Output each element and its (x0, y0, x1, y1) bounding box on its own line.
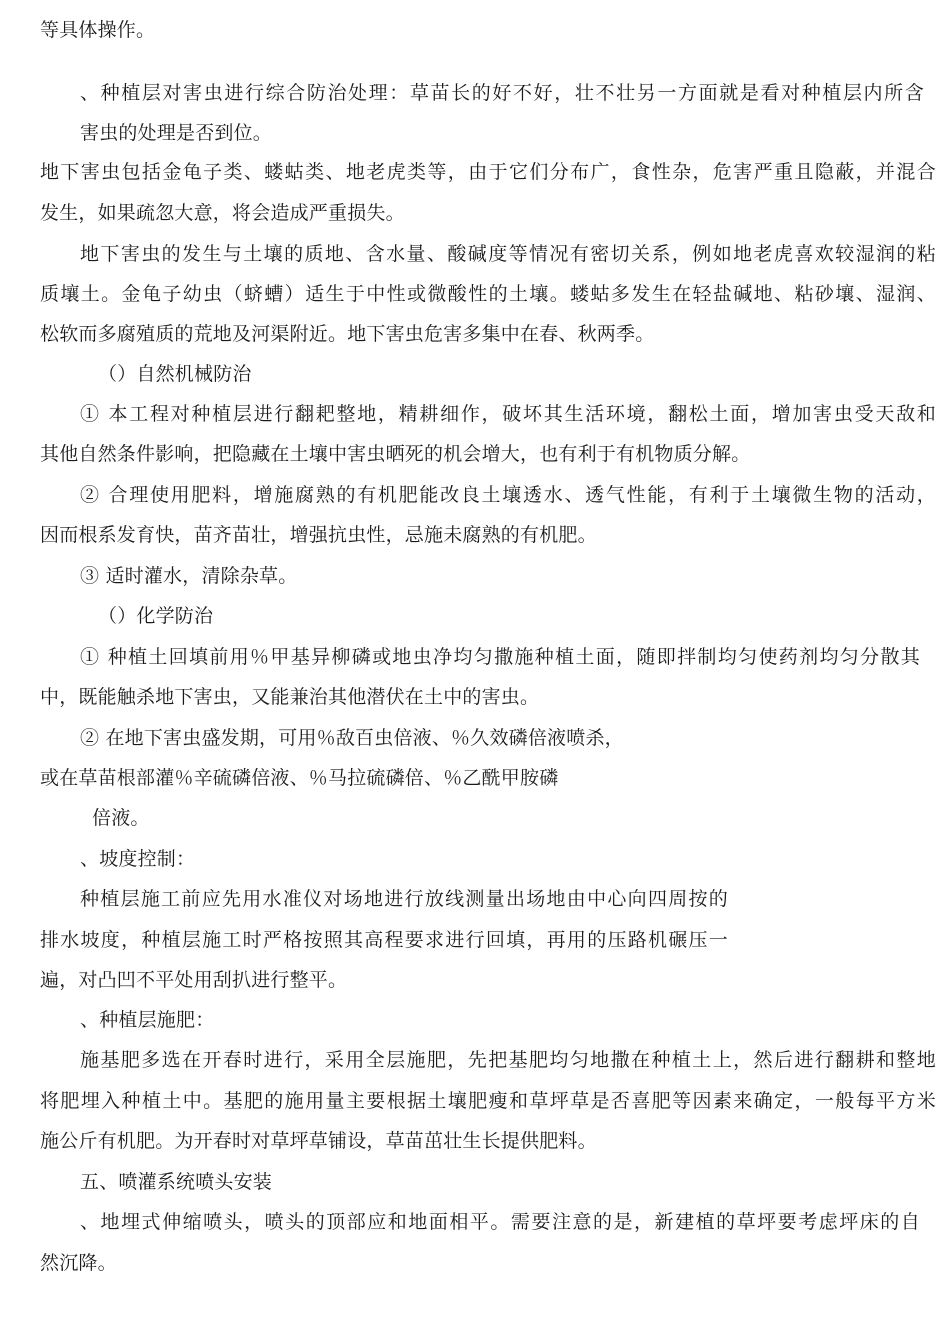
text-line-20: 倍液。 (92, 807, 150, 829)
text-line-8: 松软而多腐殖质的荒地及河渠附近。地下害虫危害多集中在春、秋两季。 (40, 323, 655, 345)
text-line-22: 种植层施工前应先用水准仪对场地进行放线测量出场地由中心向四周按的 (80, 888, 728, 910)
text-line-1: 等具体操作。 (40, 19, 156, 41)
text-line-26: 施基肥多选在开春时进行，采用全层施肥，先把基肥均匀地撒在种植土上，然后进行翻耕和整地 (80, 1049, 936, 1071)
text-line-31: 然沉降。 (40, 1252, 117, 1274)
text-line-7: 质壤土。金龟子幼虫（蛴螬）适生于中性或微酸性的土壤。蝼蛄多发生在轻盐碱地、粘砂壤、湿润、 (40, 283, 936, 305)
text-line-11: 其他自然条件影响，把隐藏在土壤中害虫晒死的机会增大，也有利于有机物质分解。 (40, 443, 751, 465)
section-heading-sprinkler-installation: 五、喷灌系统喷头安装 (80, 1171, 273, 1193)
text-line-27: 将肥埋入种植土中。基肥的施用量主要根据土壤肥瘦和草坪草是否喜肥等因素来确定，一般每平方米 (40, 1090, 936, 1112)
text-line-24: 遍，对凸凹不平处用刮扒进行整平。 (40, 969, 348, 991)
text-line-6: 地下害虫的发生与土壤的质地、含水量、酸碱度等情况有密切关系，例如地老虎喜欢较湿润的粘 (80, 243, 936, 265)
text-line-13: 因而根系发育快，苗齐苗壮，增强抗虫性，忌施未腐熟的有机肥。 (40, 524, 597, 546)
text-line-14: ③ 适时灌水，清除杂草。 (80, 565, 298, 587)
section-heading-fertilizing: 、种植层施肥： (80, 1009, 215, 1031)
text-line-18: ② 在地下害虫盛发期，可用％敌百虫倍液、％久效磷倍液喷杀， (80, 727, 624, 749)
text-line-23: 排水坡度，种植层施工时严格按照其高程要求进行回填，再用的压路机碾压一 (40, 929, 728, 951)
text-line-5: 发生，如果疏忽大意，将会造成严重损失。 (40, 202, 405, 224)
text-line-10: ① 本工程对种植层进行翻耙整地，精耕细作，破坏其生活环境，翻松土面，增加害虫受天敌和 (80, 403, 936, 425)
text-line-4: 地下害虫包括金龟子类、蝼蛄类、地老虎类等，由于它们分布广，食性杂，危害严重且隐蔽，并混合 (40, 161, 936, 183)
text-line-28: 施公斤有机肥。为开春时对草坪草铺设，草苗茁壮生长提供肥料。 (40, 1130, 597, 1152)
section-heading-slope-control: 、坡度控制： (80, 848, 196, 870)
text-line-16: ① 种植土回填前用％甲基异柳磷或地虫净均匀撒施种植土面，随即拌制均匀使药剂均匀分散其 (80, 646, 920, 668)
text-line-17: 中，既能触杀地下害虫，又能兼治其他潜伏在土中的害虫。 (40, 686, 540, 708)
text-line-2: 、种植层对害虫进行综合防治处理：草苗长的好不好，壮不壮另一方面就是看对种植层内所含 (80, 82, 924, 104)
text-line-30: 、地埋式伸缩喷头，喷头的顶部应和地面相平。需要注意的是，新建植的草坪要考虑坪床的自 (80, 1211, 920, 1233)
text-line-19: 或在草苗根部灌％辛硫磷倍液、％马拉硫磷倍、％乙酰甲胺磷 (40, 767, 559, 789)
section-heading-natural-control: （）自然机械防治 (98, 363, 252, 385)
section-heading-chemical-control: （）化学防治 (98, 605, 214, 627)
text-line-3: 害虫的处理是否到位。 (80, 122, 273, 144)
text-line-12: ② 合理使用肥料，增施腐熟的有机肥能改良土壤透水、透气性能，有利于土壤微生物的活动， (80, 484, 936, 506)
